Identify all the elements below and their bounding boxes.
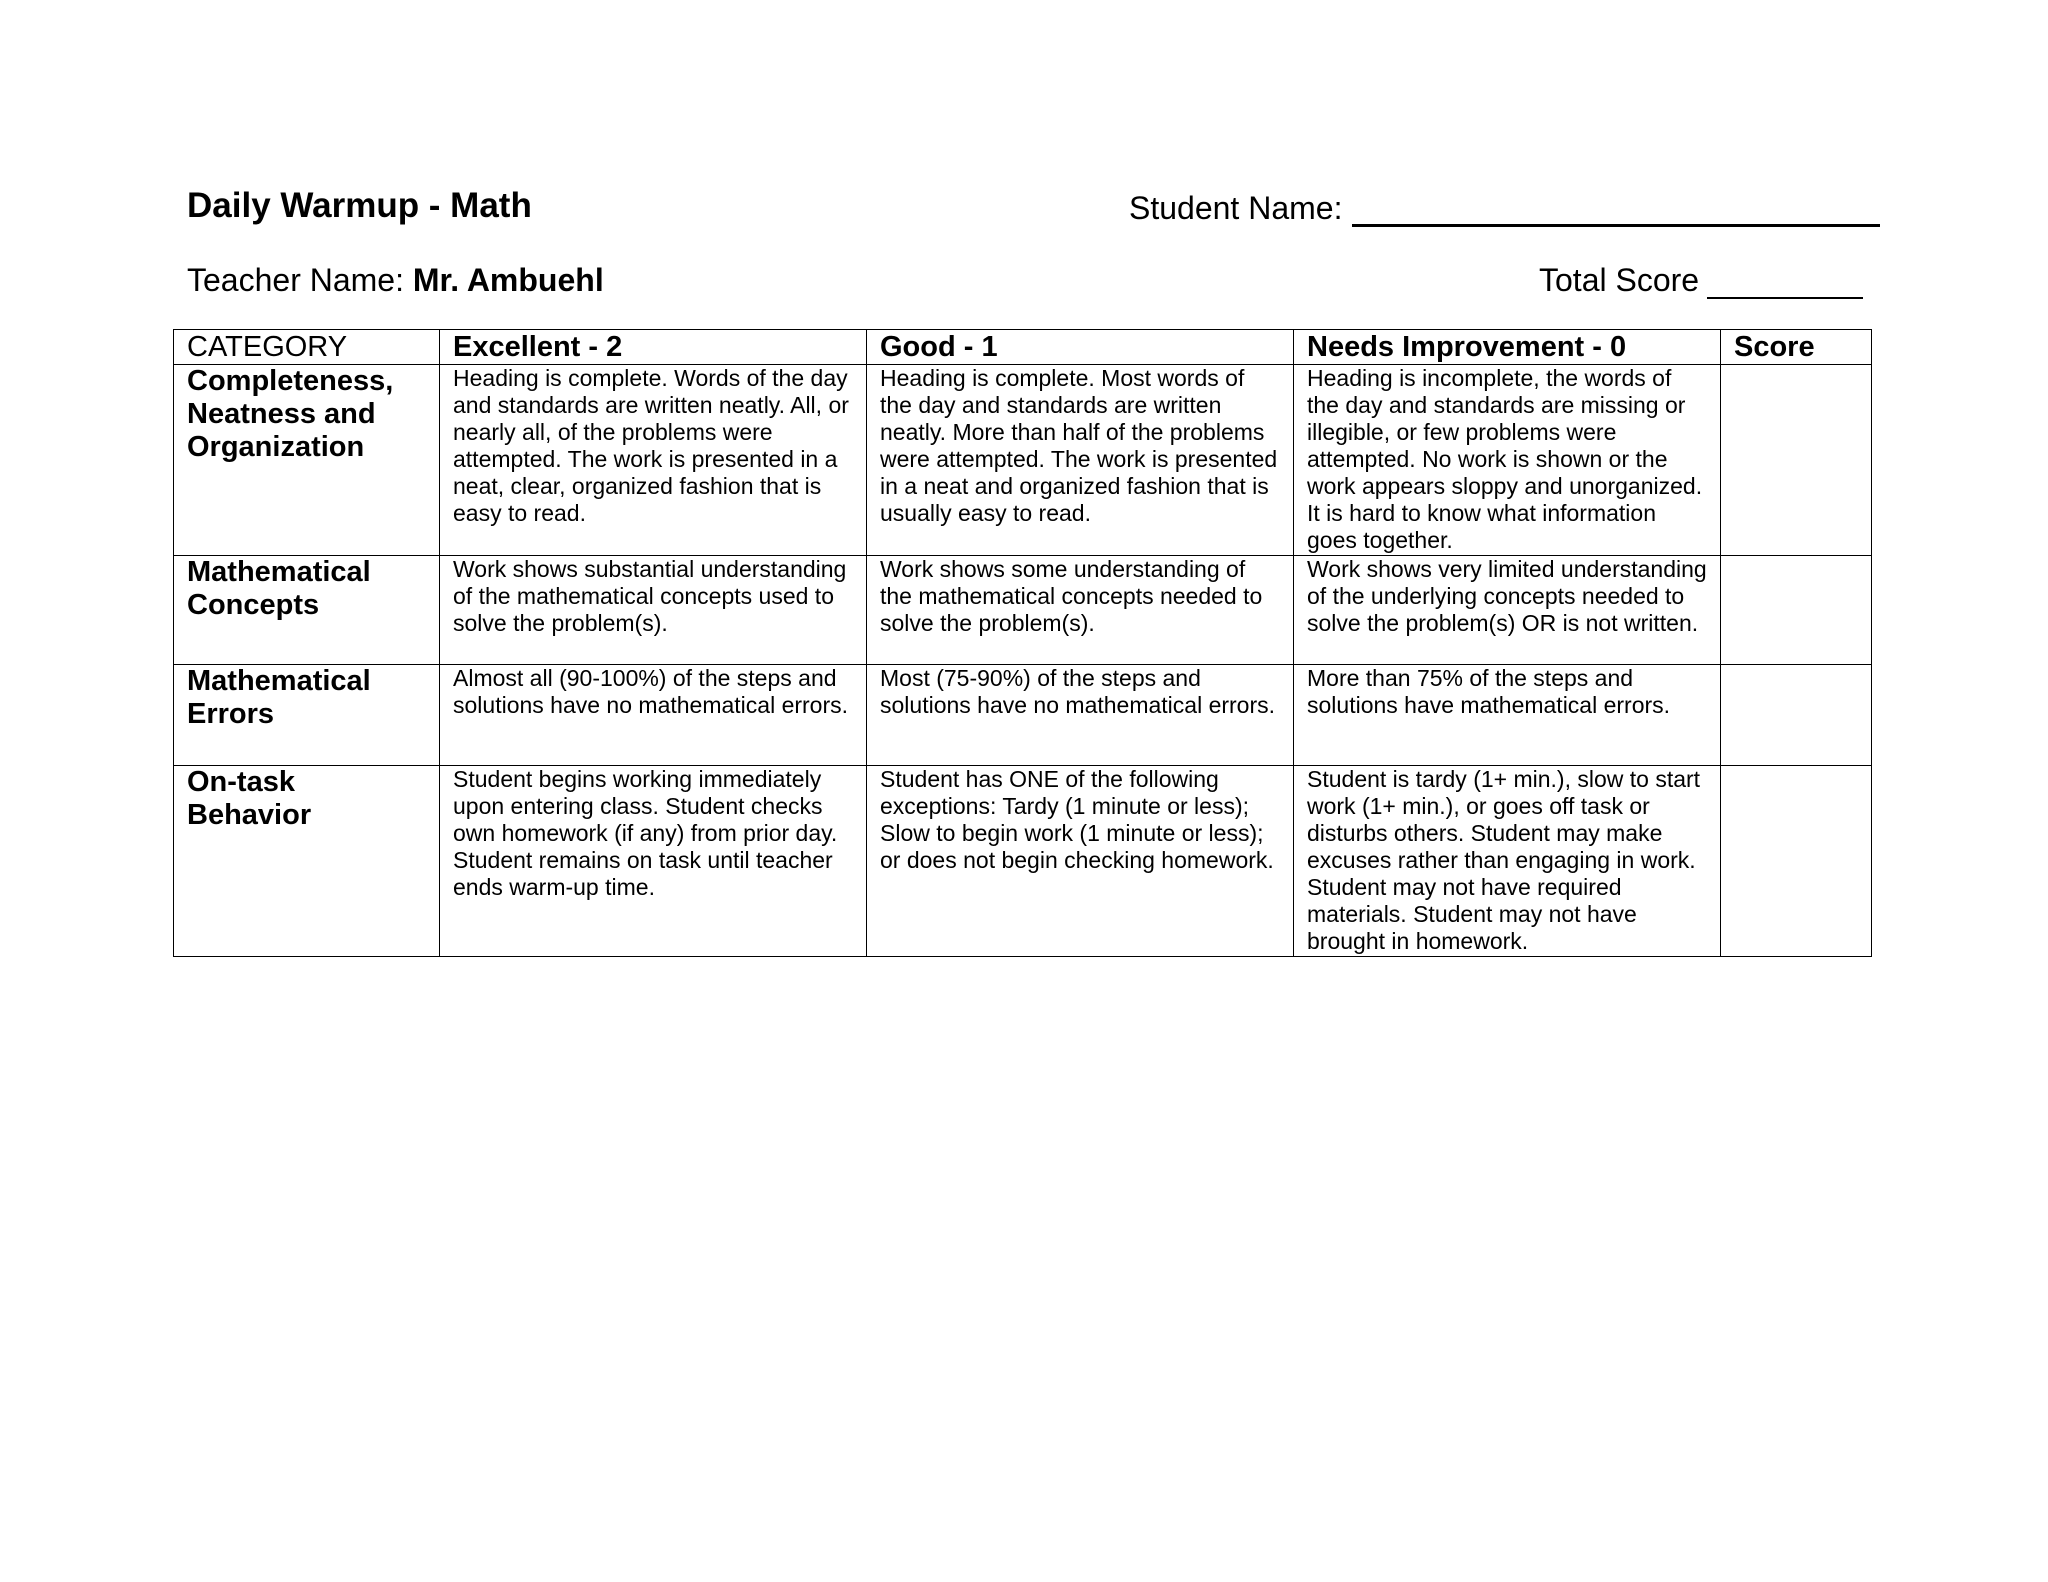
excellent-cell: Almost all (90-100%) of the steps and solutions have no mathematical errors. bbox=[440, 665, 867, 766]
teacher-name-line bbox=[187, 262, 604, 299]
needs-improvement-cell: More than 75% of the steps and solutions have mathematical errors. bbox=[1294, 665, 1721, 766]
student-name-label: Student Name: bbox=[1129, 190, 1343, 226]
excellent-cell: Work shows substantial understanding of the mathematical concepts used to solve the problem(s). bbox=[440, 556, 867, 665]
excellent-cell: Heading is complete. Words of the day and standards are written neatly. All, or nearly all, of the problems were attempted. The work is presented in a neat, clear, organized fashion that is easy to read. bbox=[440, 365, 867, 556]
category-cell: On-task Behavior bbox=[174, 766, 440, 957]
score-cell[interactable] bbox=[1721, 665, 1872, 766]
category-cell: Mathematical Errors bbox=[174, 665, 440, 766]
table-row bbox=[174, 556, 1872, 665]
column-header-category: CATEGORY bbox=[174, 330, 440, 365]
column-header-needs-improvement: Needs Improvement - 0 bbox=[1294, 330, 1721, 365]
table-row bbox=[174, 665, 1872, 766]
good-cell: Most (75-90%) of the steps and solutions have no mathematical errors. bbox=[867, 665, 1294, 766]
page-title: Daily Warmup - Math bbox=[187, 186, 532, 225]
score-cell[interactable] bbox=[1721, 766, 1872, 957]
total-score-blank[interactable] bbox=[1707, 265, 1863, 299]
teacher-name-label: Teacher Name: bbox=[187, 262, 404, 298]
good-cell: Heading is complete. Most words of the day and standards are written neatly. More than half of the problems were attempted. The work is presented in a neat and organized fashion that is usually easy to read. bbox=[867, 365, 1294, 556]
rubric-table bbox=[173, 329, 1872, 957]
excellent-cell: Student begins working immediately upon entering class. Student checks own homework (if any) from prior day. Student remains on task until teacher ends warm-up time. bbox=[440, 766, 867, 957]
table-row bbox=[174, 766, 1872, 957]
score-cell[interactable] bbox=[1721, 365, 1872, 556]
category-cell: Mathematical Concepts bbox=[174, 556, 440, 665]
good-cell: Student has ONE of the following exceptions: Tardy (1 minute or less); Slow to begin work (1 minute or less); or does not begin checking homework. bbox=[867, 766, 1294, 957]
needs-improvement-cell: Work shows very limited understanding of the underlying concepts needed to solve the problem(s) OR is not written. bbox=[1294, 556, 1721, 665]
student-name-blank[interactable] bbox=[1352, 192, 1880, 227]
needs-improvement-cell: Student is tardy (1+ min.), slow to start work (1+ min.), or goes off task or disturbs others. Student may make excuses rather than engaging in work. Student may not have required materials. Student may not have brought in homework. bbox=[1294, 766, 1721, 957]
header-row bbox=[174, 330, 1872, 365]
needs-improvement-cell: Heading is incomplete, the words of the day and standards are missing or illegible, or few problems were attempted. No work is shown or the work appears sloppy and unorganized. It is hard to know what information goes together. bbox=[1294, 365, 1721, 556]
column-header-good: Good - 1 bbox=[867, 330, 1294, 365]
student-name-field bbox=[1129, 190, 1880, 227]
total-score-label: Total Score bbox=[1539, 262, 1700, 298]
total-score-field bbox=[1539, 262, 1863, 299]
teacher-name-value: Mr. Ambuehl bbox=[412, 262, 604, 298]
score-cell[interactable] bbox=[1721, 556, 1872, 665]
column-header-excellent: Excellent - 2 bbox=[440, 330, 867, 365]
good-cell: Work shows some understanding of the mathematical concepts needed to solve the problem(s). bbox=[867, 556, 1294, 665]
table-row bbox=[174, 365, 1872, 556]
category-cell: Completeness, Neatness and Organization bbox=[174, 365, 440, 556]
column-header-score: Score bbox=[1721, 330, 1872, 365]
